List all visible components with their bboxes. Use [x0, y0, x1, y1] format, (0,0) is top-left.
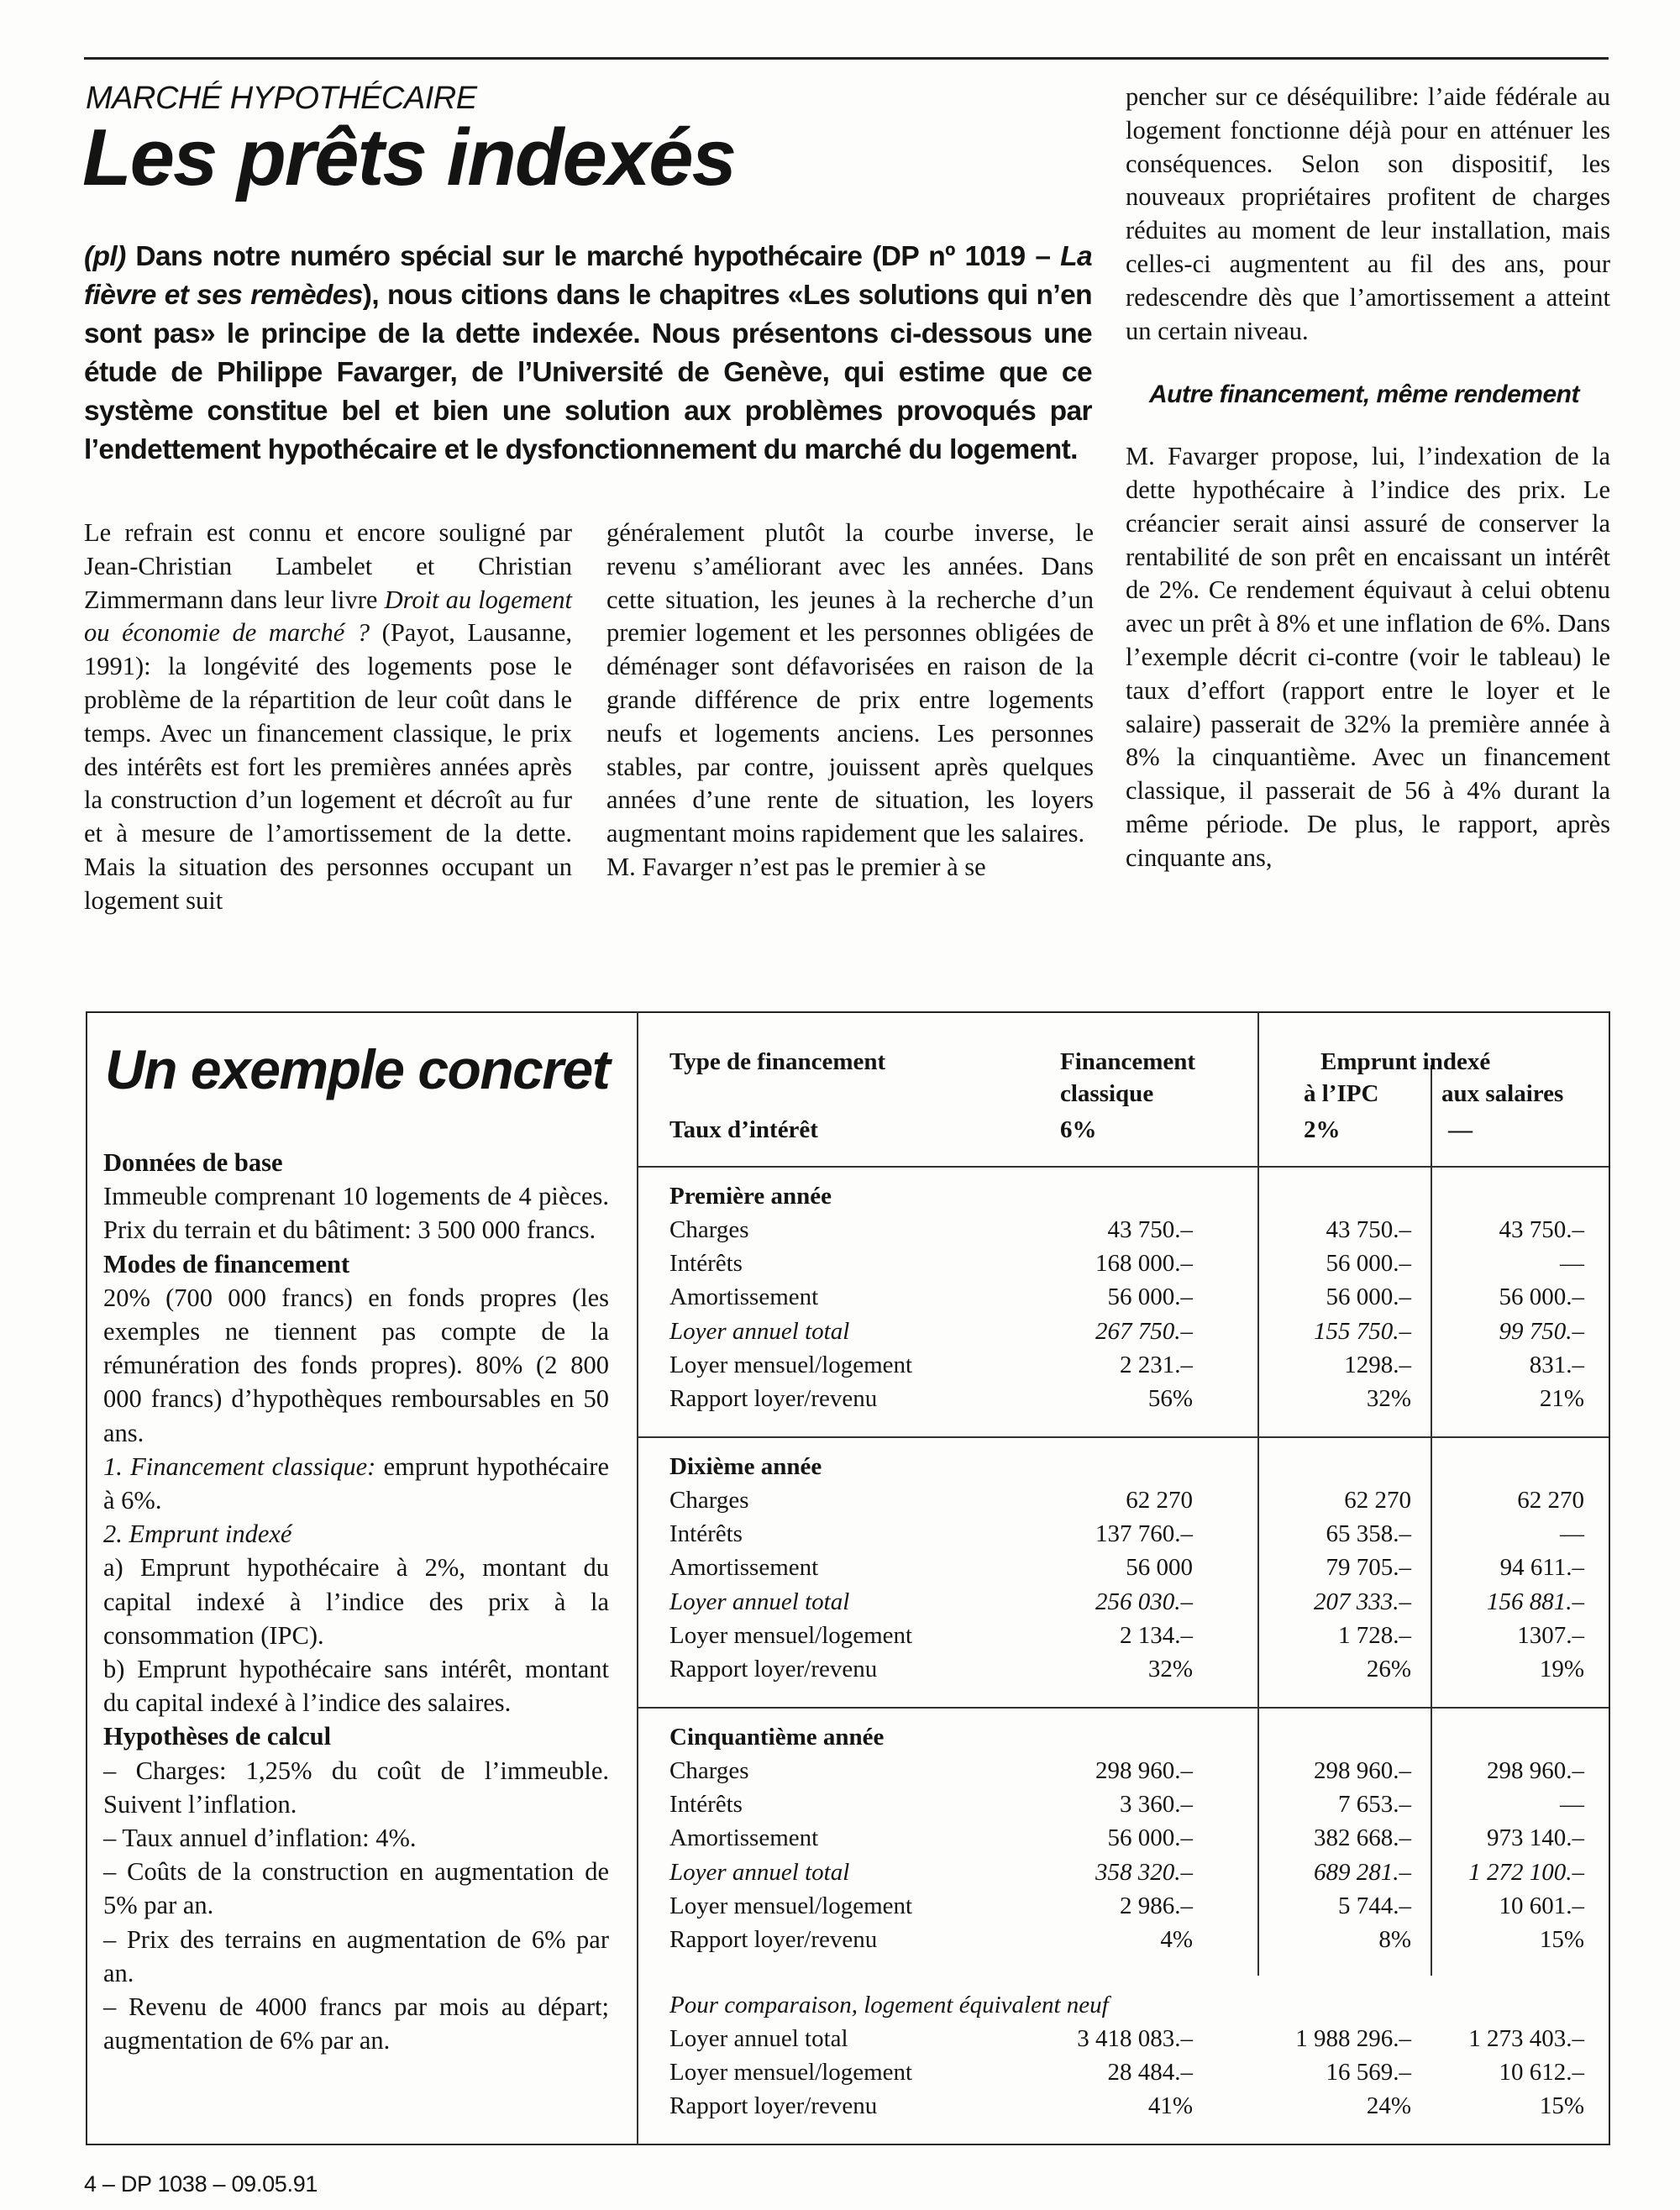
cell-value: 358 320.–: [1095, 1858, 1193, 1886]
box-title: Un exemple concret: [105, 1038, 610, 1100]
article-kicker: MARCHÉ HYPOTHÉCAIRE: [86, 81, 477, 116]
col3-paragraph-2: M. Favarger propose, lui, l’indexation de la dette hypothécaire à l’indice des prix. Le créancier serait ainsi assuré de conserver la rentabilité de son prêt en encaissant un intérêt de 2%. Ce rendement équivaut à celui obtenu avec un prêt à 8% et une inflation de 6%. Dans l’exemple décrit ci-contre (voir le tableau) le taux d’effort (rapport entre le loyer et le salaire) passerait de 32% la première année à 8% la cinquantième. Avec un financement classique, il passerait de 56 à 4% durant la même période. De plus, le rapport, après cinquante ans,: [1126, 442, 1610, 872]
col1-text-a: Le refrain est connu et encore souligné par Jean-Christian Lambelet et Christian Zimmermann dans leur livre: [84, 518, 572, 614]
col2-paragraph-2: M. Favarger n’est pas le premier à se: [606, 852, 986, 881]
header-indexe: Emprunt indexé: [1320, 1048, 1491, 1075]
header-classique: Financement classique: [1060, 1048, 1196, 1107]
cell-value: 1 272 100.–: [1468, 1858, 1584, 1886]
cell-value: 298 960.–: [1095, 1757, 1193, 1784]
section-title-year-1: Première année: [669, 1183, 832, 1210]
header-ipc: à l’IPC: [1304, 1080, 1379, 1107]
lead-text-b: ), nous citions dans le chapitres «Les solutions qui n’en sont pas» le principe de la dette indexée. Nous présentons ci-dessous une étude de Philippe Favarger, de l’Université de Genève, qui estime que ce système constitue bel et bien une solution aux problèmes provoqués par l’endettement hypothécaire et le dysfonctionnement du marché du logement.: [84, 280, 1092, 465]
row-label: Charges: [669, 1487, 749, 1514]
values-classique-year-10: [1050, 1483, 1193, 1686]
row-label: Loyer mensuel/logement: [669, 1892, 913, 1919]
heading-modes: Modes de financement: [103, 1249, 350, 1278]
comparison-title: Pour comparaison, logement équivalent neuf: [669, 1992, 1109, 2018]
hypothesis-4: – Prix des terrains en augmentation de 6% par an.: [103, 1924, 609, 1987]
col1-text-b: (Payot, Lausanne, 1991): la longévité des logements pose le problème de la répartition de leur coût dans le temps. Avec un financement classique, le prix des intérêts est fort les premières années après la construction d’un logement et décroît au fur et à mesure de l’amortissement de la dette. Mais la situation des personnes occupant un logement suit: [84, 618, 572, 915]
cell-value: 155 750.–: [1314, 1317, 1411, 1345]
cell-value: 10 601.–: [1499, 1892, 1584, 1919]
cell-value: 831.–: [1529, 1351, 1584, 1378]
values-ipc-year-10: [1260, 1483, 1411, 1686]
section-title-year-50: Cinquantième année: [669, 1724, 885, 1751]
cell-value: 7 653.–: [1338, 1791, 1411, 1819]
cell-value: 43 750.–: [1499, 1216, 1584, 1243]
cell-value: —: [1560, 1791, 1584, 1819]
cell-value: 3 360.–: [1120, 1791, 1193, 1819]
cell-value: 689 281.–: [1314, 1858, 1411, 1886]
cell-value: 56 000.–: [1107, 1283, 1193, 1311]
header-salaires: aux salaires: [1441, 1080, 1564, 1107]
modes-text: 20% (700 000 francs) en fonds propres (les exemples ne tiennent pas compte de la rémunération des fonds propres). 80% (2 800 000 francs) d’hypothèques remboursables en 50 ans.: [103, 1283, 609, 1447]
cell-value: 26%: [1366, 1655, 1411, 1682]
lead-text-a: Dans notre numéro spécial sur le marché hypothécaire (DP nº 1019 –: [125, 241, 1061, 272]
cell-value: —: [1560, 1520, 1584, 1548]
cell-value: 168 000.–: [1095, 1250, 1193, 1278]
row-label: Loyer annuel total: [669, 2025, 848, 2052]
row-label: Loyer mensuel/logement: [669, 1621, 913, 1649]
cell-value: 156 881.–: [1487, 1588, 1584, 1615]
header-ipc-rate: 2%: [1304, 1116, 1341, 1143]
cell-value: 1 988 296.–: [1295, 2025, 1411, 2052]
cell-value: 62 270: [1344, 1487, 1411, 1514]
header-rate: Taux d’intérêt: [669, 1116, 818, 1143]
cell-value: 2 986.–: [1120, 1892, 1193, 1919]
row-label: Loyer annuel total: [669, 1858, 850, 1886]
row-label: Intérêts: [669, 1520, 743, 1548]
table-row-rule-3: [638, 1707, 1609, 1709]
row-label: Loyer mensuel/logement: [669, 2059, 913, 2087]
row-label: Amortissement: [669, 1824, 819, 1852]
cell-value: 5 744.–: [1338, 1892, 1411, 1919]
cell-value: 99 750.–: [1499, 1317, 1584, 1345]
cell-value: 56 000: [1126, 1554, 1193, 1582]
row-label: Charges: [669, 1216, 749, 1243]
cell-value: 1298.–: [1344, 1351, 1411, 1378]
cell-value: 43 750.–: [1107, 1216, 1193, 1243]
cell-value: 79 705.–: [1326, 1554, 1411, 1582]
base-text: Immeuble comprenant 10 logements de 4 pièces. Prix du terrain et du bâtiment: 3 500 000 francs.: [103, 1182, 609, 1245]
header-type: Type de financement: [669, 1048, 886, 1075]
values-salaires-year-10: [1433, 1483, 1584, 1686]
book-title: Droit au logement ou économie de marché ?: [84, 585, 572, 648]
table-row-rule-1: [638, 1166, 1609, 1168]
row-label: Rapport loyer/revenu: [669, 2092, 878, 2120]
cell-value: 65 358.–: [1326, 1520, 1411, 1548]
values-classique-year-1: [1050, 1213, 1193, 1415]
article-column-1: [84, 517, 572, 918]
article-column-3: [1126, 81, 1610, 875]
article-column-2: [606, 517, 1094, 885]
row-label: Amortissement: [669, 1554, 819, 1582]
cell-value: 56 000.–: [1499, 1283, 1584, 1311]
cell-value: 16 569.–: [1326, 2059, 1411, 2087]
box-description: [103, 1146, 609, 2057]
cell-value: 56 000.–: [1326, 1250, 1411, 1278]
cell-value: 267 750.–: [1095, 1317, 1193, 1345]
row-label: Intérêts: [669, 1250, 743, 1278]
mode-2-label: 2. Emprunt indexé: [103, 1520, 292, 1549]
cell-value: 298 960.–: [1487, 1757, 1584, 1784]
values-classique-year-50: [1050, 1754, 1193, 1956]
cell-value: 32%: [1366, 1384, 1411, 1412]
cell-value: 41%: [1147, 2092, 1193, 2120]
cell-value: 28 484.–: [1107, 2059, 1193, 2087]
cell-value: 1 273 403.–: [1468, 2025, 1584, 2052]
cell-value: 8%: [1378, 1925, 1411, 1953]
row-label: Rapport loyer/revenu: [669, 1655, 878, 1682]
values-salaires-year-50: [1433, 1754, 1584, 1956]
col3-paragraph-1: pencher sur ce déséquilibre: l’aide fédérale au logement fonctionne déjà pour en atténuer les conséquences. Selon son dispositif, les nouveaux propriétaires profitent de charges réduites au moment de leur installation, mais celles-ci augmentent au fil des ans, pour redescendre dès que l’amortissement a atteint un certain niveau.: [1126, 82, 1610, 345]
article-subtitle: Autre financement, même rendement: [1149, 381, 1579, 409]
cell-value: 10 612.–: [1499, 2059, 1584, 2087]
header-salaires-rate: —: [1448, 1116, 1473, 1143]
cell-value: —: [1560, 1250, 1584, 1278]
top-rule: [84, 57, 1609, 60]
cell-value: 298 960.–: [1314, 1757, 1411, 1784]
mode-2a-text: a) Emprunt hypothécaire à 2%, montant du capital indexé à l’indice des prix à la consommation (IPC).: [103, 1553, 609, 1650]
cell-value: 62 270: [1126, 1487, 1193, 1514]
row-label: Rapport loyer/revenu: [669, 1925, 878, 1953]
values-ipc-year-50: [1260, 1754, 1411, 1956]
article-lead: [84, 238, 1092, 470]
cell-value: 2 134.–: [1120, 1621, 1193, 1649]
cell-value: 32%: [1147, 1655, 1193, 1682]
mode-1-text: emprunt hypothécaire à 6%.: [103, 1451, 609, 1515]
section-title-year-10: Dixième année: [669, 1453, 822, 1480]
section-labels-year-50: [669, 1754, 912, 1956]
section-labels-year-1: [669, 1213, 912, 1415]
cell-value: 3 418 083.–: [1077, 2025, 1193, 2052]
section-labels-year-10: [669, 1483, 912, 1686]
cell-value: 1307.–: [1517, 1621, 1584, 1649]
cell-value: 15%: [1539, 2092, 1584, 2120]
table-col-rule-1: [1257, 1011, 1259, 1976]
header-classique-rate: 6%: [1060, 1116, 1097, 1143]
col2-paragraph-1: généralement plutôt la courbe inverse, le revenu s’améliorant avec les années. Dans cette situation, les jeunes à la recherche d’un premier logement et les personnes obligées de déménager sont défavorisées en raison de la grande différence de prix entre logements neufs et logements anciens. Les personnes stables, par contre, jouissent après quelques années d’une rente de situation, les loyers augmentant moins rapidement que les salaires.: [606, 518, 1094, 848]
cell-value: 207 333.–: [1314, 1588, 1411, 1615]
values-ipc-year-1: [1260, 1213, 1411, 1415]
mode-1-label: 1. Financement classique:: [103, 1451, 376, 1481]
cell-value: 2 231.–: [1120, 1351, 1193, 1378]
article-title: Les prêts indexés: [82, 113, 736, 202]
cell-value: 4%: [1160, 1925, 1193, 1953]
row-label: Loyer annuel total: [669, 1588, 850, 1615]
cell-value: 24%: [1366, 2092, 1411, 2120]
lead-author: (pl): [84, 241, 126, 272]
cell-value: 21%: [1539, 1384, 1584, 1412]
heading-base: Données de base: [103, 1148, 283, 1177]
table-row-rule-2: [638, 1436, 1609, 1438]
cell-value: 19%: [1539, 1655, 1584, 1682]
comparison-values-ipc: [1252, 2022, 1411, 2123]
comparison-labels: [669, 2022, 912, 2123]
cell-value: 62 270: [1517, 1487, 1584, 1514]
row-label: Amortissement: [669, 1283, 819, 1311]
hypothesis-5: – Revenu de 4000 francs par mois au départ; augmentation de 6% par an.: [103, 1992, 609, 2055]
box-divider: [637, 1011, 638, 2145]
hypothesis-1: – Charges: 1,25% du coût de l’immeuble. Suivent l’inflation.: [103, 1756, 609, 1819]
cell-value: 94 611.–: [1499, 1554, 1584, 1582]
mode-2b-text: b) Emprunt hypothécaire sans intérêt, montant du capital indexé à l’indice des salaires.: [103, 1655, 609, 1718]
cell-value: 382 668.–: [1314, 1824, 1411, 1852]
row-label: Charges: [669, 1757, 749, 1784]
cell-value: 56 000.–: [1326, 1283, 1411, 1311]
lead-reference: La fièvre et ses remèdes: [84, 241, 1092, 311]
cell-value: 15%: [1539, 1925, 1584, 1953]
cell-value: 43 750.–: [1326, 1216, 1411, 1243]
table-col-rule-2: [1431, 1065, 1432, 1976]
page-footer: 4 – DP 1038 – 09.05.91: [84, 2171, 318, 2197]
heading-hypotheses: Hypothèses de calcul: [103, 1722, 332, 1751]
cell-value: 1 728.–: [1338, 1621, 1411, 1649]
comparison-values-classique: [1033, 2022, 1193, 2123]
row-label: Rapport loyer/revenu: [669, 1384, 878, 1412]
hypothesis-3: – Coûts de la construction en augmentation de 5% par an.: [103, 1857, 609, 1920]
cell-value: 56%: [1147, 1384, 1193, 1412]
cell-value: 56 000.–: [1107, 1824, 1193, 1852]
row-label: Intérêts: [669, 1791, 743, 1819]
cell-value: 973 140.–: [1487, 1824, 1584, 1852]
row-label: Loyer annuel total: [669, 1317, 850, 1345]
values-salaires-year-1: [1433, 1213, 1584, 1415]
cell-value: 137 760.–: [1095, 1520, 1193, 1548]
cell-value: 256 030.–: [1095, 1588, 1193, 1615]
comparison-values-salaires: [1433, 2022, 1584, 2123]
hypothesis-2: – Taux annuel d’inflation: 4%.: [103, 1824, 417, 1853]
row-label: Loyer mensuel/logement: [669, 1351, 913, 1378]
